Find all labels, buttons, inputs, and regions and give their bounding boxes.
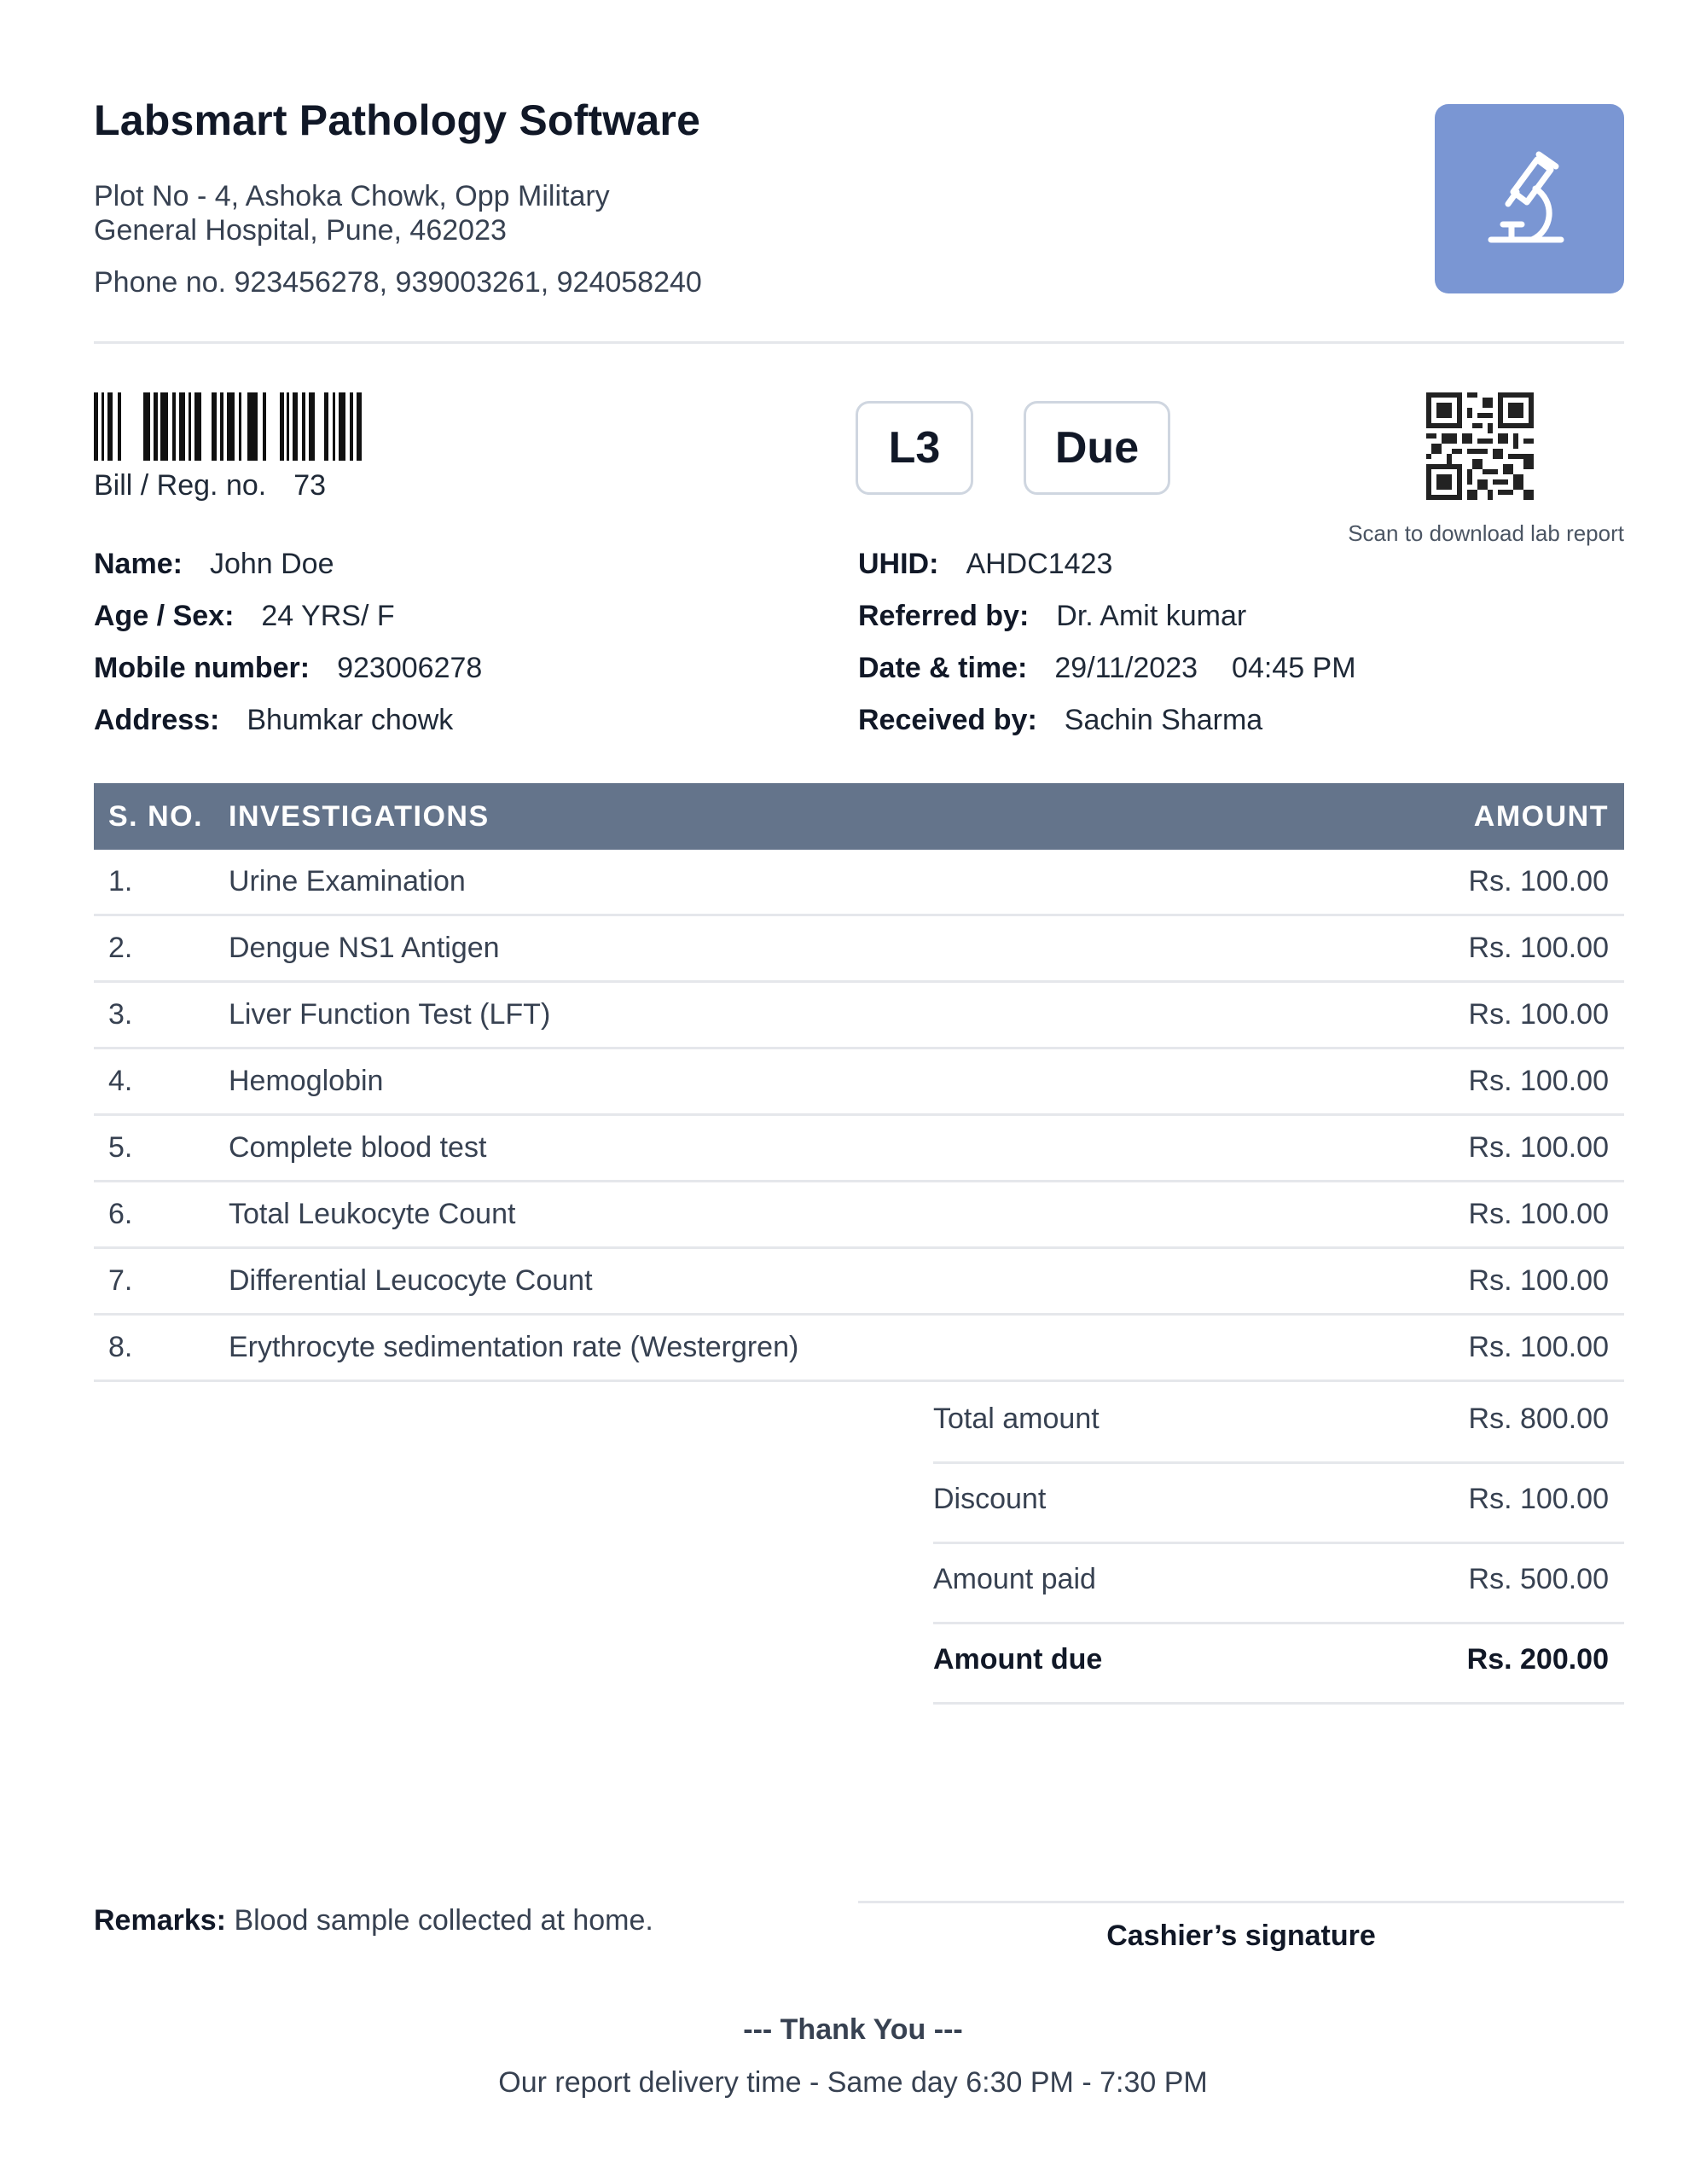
row-amount: Rs. 100.00 [1468,1198,1609,1230]
row-investigation: Differential Leucocyte Count [229,1264,593,1297]
row-sn: 1. [108,865,133,897]
barcode [94,392,362,461]
row-investigation: Dengue NS1 Antigen [229,932,500,964]
time-value: 04:45 PM [1232,652,1356,684]
patient-mobile-row [94,652,482,685]
row-amount: Rs. 100.00 [1468,998,1609,1031]
received-value: Sachin Sharma [1064,704,1263,736]
patient-age-sex: 24 YRS/ F [261,600,395,632]
patient-address-label: Address: [94,704,220,736]
header-divider [94,341,1624,344]
referred-value: Dr. Amit kumar [1056,600,1247,632]
discount-label: Discount [933,1483,1047,1515]
table-row [94,1182,1624,1249]
row-investigation: Complete blood test [229,1131,487,1164]
referred-label: Referred by: [858,600,1030,632]
discount-value: Rs. 100.00 [1468,1483,1609,1515]
qr-caption: Scan to download lab report [1348,520,1624,546]
row-sn: 8. [108,1331,133,1363]
lab-tag: L3 [856,401,973,495]
col-amount-header: AMOUNT [1473,800,1609,833]
table-row [94,983,1624,1049]
patient-age-row [94,600,395,633]
amount-paid-value: Rs. 500.00 [1468,1563,1609,1595]
total-amount-label: Total amount [933,1403,1100,1435]
row-sn: 2. [108,932,133,964]
row-investigation: Urine Examination [229,865,466,897]
remarks-text: Blood sample collected at home. [234,1904,653,1937]
status-badge: Due [1024,401,1170,495]
row-investigation: Liver Function Test (LFT) [229,998,551,1031]
patient-name-row [94,548,334,581]
total-amount-row [933,1384,1624,1464]
row-investigation: Total Leukocyte Count [229,1198,516,1230]
total-amount-value: Rs. 800.00 [1468,1403,1609,1435]
datetime-label: Date & time: [858,652,1028,684]
uhid-label: UHID: [858,548,939,580]
amount-due-label: Amount due [933,1643,1103,1676]
patient-name: John Doe [209,548,334,580]
patient-name-label: Name: [94,548,183,580]
thank-you-text: --- Thank You --- [743,2013,963,2046]
amount-due-row [933,1624,1624,1705]
patient-age-label: Age / Sex: [94,600,235,632]
lab-name: Labsmart Pathology Software [94,96,701,144]
table-row [94,1049,1624,1116]
signature-line [858,1901,1624,1903]
received-row [858,704,1262,737]
row-sn: 4. [108,1065,133,1097]
amount-paid-row [933,1544,1624,1624]
row-investigation: Erythrocyte sedimentation rate (Westergren) [229,1331,799,1363]
uhid-row [858,548,1112,581]
patient-address-row [94,704,453,737]
row-sn: 7. [108,1264,133,1297]
discount-row [933,1464,1624,1544]
date-value: 29/11/2023 [1054,652,1198,684]
row-sn: 3. [108,998,133,1031]
row-sn: 5. [108,1131,133,1164]
bill-reg-number [94,469,326,502]
lab-address: Plot No - 4, Ashoka Chowk, Opp Military General Hospital, Pune, 462023 [94,180,610,247]
lab-phone: Phone no. 923456278, 939003261, 924058240 [94,266,702,299]
col-sn-header: S. NO. [108,800,204,833]
table-row [94,1116,1624,1182]
uhid-value: AHDC1423 [966,548,1113,580]
investigations-table-header [94,783,1624,850]
table-row [94,850,1624,916]
table-row [94,1316,1624,1382]
patient-address: Bhumkar chowk [247,704,454,736]
row-amount: Rs. 100.00 [1468,1131,1609,1164]
table-row [94,1249,1624,1316]
row-amount: Rs. 100.00 [1468,1065,1609,1097]
remarks [94,1904,653,1937]
qr-code[interactable] [1426,392,1534,500]
delivery-time-text: Our report delivery time - Same day 6:30 PM - 7:30 PM [498,2066,1208,2099]
patient-mobile-label: Mobile number: [94,652,310,684]
row-amount: Rs. 100.00 [1468,1331,1609,1363]
row-amount: Rs. 100.00 [1468,1264,1609,1297]
row-amount: Rs. 100.00 [1468,932,1609,964]
remarks-label: Remarks: [94,1904,226,1937]
microscope-icon [1483,148,1576,250]
col-investigation-header: INVESTIGATIONS [229,800,490,833]
bill-reg-value: 73 [293,469,327,502]
cashier-signature-label: Cashier’s signature [1106,1920,1376,1952]
patient-mobile: 923006278 [337,652,483,684]
referred-row [858,600,1246,633]
row-sn: 6. [108,1198,133,1230]
bill-reg-label: Bill / Reg. no. [94,469,267,502]
datetime-row [858,652,1356,685]
table-row [94,916,1624,983]
row-amount: Rs. 100.00 [1468,865,1609,897]
lab-logo [1435,104,1624,293]
amount-due-value: Rs. 200.00 [1466,1643,1609,1676]
row-investigation: Hemoglobin [229,1065,384,1097]
received-label: Received by: [858,704,1037,736]
amount-paid-label: Amount paid [933,1563,1096,1595]
